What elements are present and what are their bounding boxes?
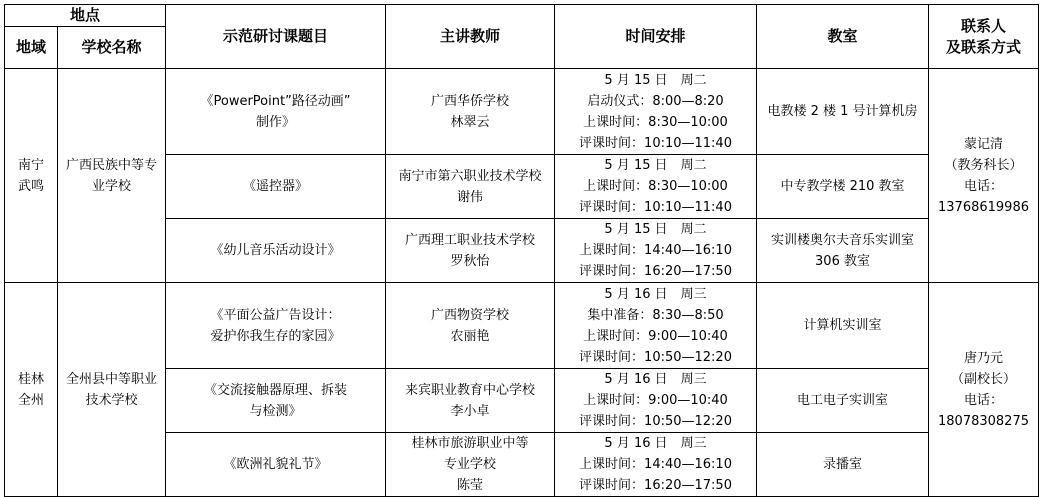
topic-line: 《幼儿音乐活动设计》 xyxy=(210,243,341,258)
teacher-cell xyxy=(386,369,555,433)
classroom-line: 录播室 xyxy=(823,457,863,472)
classroom-line: 电教楼 2 楼 1 号计算机房 xyxy=(767,104,918,119)
teacher-line: 桂林市旅游职业中等 xyxy=(411,436,529,451)
region-line: 桂林 xyxy=(17,371,44,387)
schedule-line: 上课时间：8:30—10:00 xyxy=(583,179,728,194)
header-classroom: 教室 xyxy=(757,5,929,69)
header-teacher: 主讲教师 xyxy=(386,5,555,69)
contact-line: 电话： xyxy=(964,392,1004,408)
region-line: 全州 xyxy=(17,392,44,408)
school-cell xyxy=(58,283,166,497)
region-line: 武鸣 xyxy=(17,178,44,194)
schedule-cell xyxy=(555,219,757,283)
schedule-line: 评课时间：10:50—12:20 xyxy=(579,349,732,365)
header-schedule: 时间安排 xyxy=(555,5,757,69)
topic-cell xyxy=(166,283,386,369)
schedule-line: 评课时间：16:20—17:50 xyxy=(579,264,732,279)
classroom-cell xyxy=(757,69,929,155)
schedule-line: 上课时间：14:40—16:10 xyxy=(579,243,732,258)
topic-line: 制作》 xyxy=(256,114,296,130)
classroom-line: 306 教室 xyxy=(815,253,870,269)
classroom-line: 电工电子实训室 xyxy=(797,393,889,408)
teacher-cell xyxy=(386,69,555,155)
table-row xyxy=(5,69,1039,155)
classroom-cell xyxy=(757,433,929,497)
schedule-line: 评课时间：16:20—17:50 xyxy=(579,478,732,493)
schedule-line: 评课时间：10:10—11:40 xyxy=(579,200,732,215)
teacher-line: 罗秋怡 xyxy=(450,253,490,269)
schedule-cell xyxy=(555,433,757,497)
topic-cell xyxy=(166,433,386,497)
schedule-line: 5 月 16 日 周三 xyxy=(604,286,707,302)
teacher-line: 来宾职业教育中心学校 xyxy=(405,382,536,398)
region-cell xyxy=(5,69,58,283)
schedule-line: 上课时间：9:00—10:40 xyxy=(583,328,728,344)
schedule-line: 5 月 15 日 周二 xyxy=(604,72,707,88)
teacher-line: 农丽艳 xyxy=(450,328,490,344)
classroom-line: 实训楼奥尔夫音乐实训室 xyxy=(771,232,915,248)
teacher-cell xyxy=(386,283,555,369)
classroom-line: 计算机实训室 xyxy=(803,318,882,333)
schedule-cell xyxy=(555,369,757,433)
classroom-cell xyxy=(757,155,929,219)
schedule-line: 上课时间：8:30—10:00 xyxy=(583,114,728,130)
topic-cell xyxy=(166,155,386,219)
schedule-line: 上课时间：14:40—16:10 xyxy=(579,457,732,472)
header-school-name: 学校名称 xyxy=(58,27,166,69)
teacher-line: 南宁市第六职业技术学校 xyxy=(398,168,542,184)
topic-line: 与检测》 xyxy=(249,403,302,419)
schedule-line: 评课时间：10:10—11:40 xyxy=(579,135,732,151)
contact-cell xyxy=(929,69,1039,283)
school-name: 全州县中等职业技术学校 xyxy=(66,371,158,408)
topic-line: 《平面公益广告设计： xyxy=(210,307,341,323)
classroom-cell xyxy=(757,219,929,283)
header-row-top xyxy=(5,5,1039,27)
schedule-line: 评课时间：10:50—12:20 xyxy=(579,414,732,429)
teacher-line: 陈莹 xyxy=(457,478,484,493)
schedule-line: 5 月 16 日 周三 xyxy=(604,372,707,387)
contact-line: 18078308275 xyxy=(938,413,1029,429)
region-cell xyxy=(5,283,58,497)
topic-line: 《交流接触器原理、拆装 xyxy=(204,382,348,398)
contact-line: 电话： xyxy=(964,178,1004,194)
header-region: 地域 xyxy=(5,27,58,69)
schedule-line: 5 月 15 日 周二 xyxy=(604,158,707,173)
school-cell xyxy=(58,69,166,283)
school-name: 广西民族中等专业学校 xyxy=(66,157,158,194)
classroom-line: 中专教学楼 210 教室 xyxy=(780,179,905,194)
contact-line: 13768619986 xyxy=(938,199,1029,215)
topic-line: 爱护你我生存的家园》 xyxy=(210,328,341,344)
teacher-cell xyxy=(386,155,555,219)
header-topic: 示范研讨课题目 xyxy=(166,5,386,69)
topic-cell xyxy=(166,369,386,433)
topic-cell xyxy=(166,69,386,155)
teacher-line: 林翠云 xyxy=(450,114,490,130)
contact-line: 唐乃元 xyxy=(964,350,1004,366)
header-contact-line: 及联系方式 xyxy=(946,37,1022,56)
topic-line: 《遥控器》 xyxy=(243,179,309,194)
schedule-line: 集中准备：8:30—8:50 xyxy=(587,307,724,323)
schedule-cell xyxy=(555,283,757,369)
teacher-line: 谢伟 xyxy=(457,189,484,205)
schedule-cell xyxy=(555,69,757,155)
classroom-cell xyxy=(757,369,929,433)
teacher-cell xyxy=(386,433,555,497)
contact-cell xyxy=(929,283,1039,497)
schedule-line: 启动仪式：8:00—8:20 xyxy=(587,93,724,109)
region-line: 南宁 xyxy=(17,157,44,173)
contact-line: 蒙记清 xyxy=(964,136,1004,152)
classroom-cell xyxy=(757,283,929,369)
teacher-line: 广西理工职业技术学校 xyxy=(405,232,536,248)
header-contact xyxy=(929,5,1039,69)
table-row xyxy=(5,283,1039,369)
header-location: 地点 xyxy=(5,5,166,27)
schedule-line: 上课时间：9:00—10:40 xyxy=(583,393,728,408)
contact-line: （教务科长） xyxy=(944,157,1023,173)
schedule-line: 5 月 16 日 周三 xyxy=(604,436,707,451)
schedule-cell xyxy=(555,155,757,219)
topic-line: 《欧洲礼貌礼节》 xyxy=(223,457,328,472)
teacher-line: 李小卓 xyxy=(450,403,490,419)
teacher-cell xyxy=(386,219,555,283)
topic-line: 《PowerPoint”路径动画” xyxy=(200,93,351,109)
schedule-table xyxy=(4,4,1039,497)
topic-cell xyxy=(166,219,386,283)
header-contact-line: 联系人 xyxy=(961,16,1007,35)
contact-line: （副校长） xyxy=(951,371,1017,387)
teacher-line: 广西物资学校 xyxy=(431,307,510,323)
teacher-line: 专业学校 xyxy=(444,457,497,472)
schedule-line: 5 月 15 日 周二 xyxy=(604,222,707,237)
teacher-line: 广西华侨学校 xyxy=(431,93,510,109)
